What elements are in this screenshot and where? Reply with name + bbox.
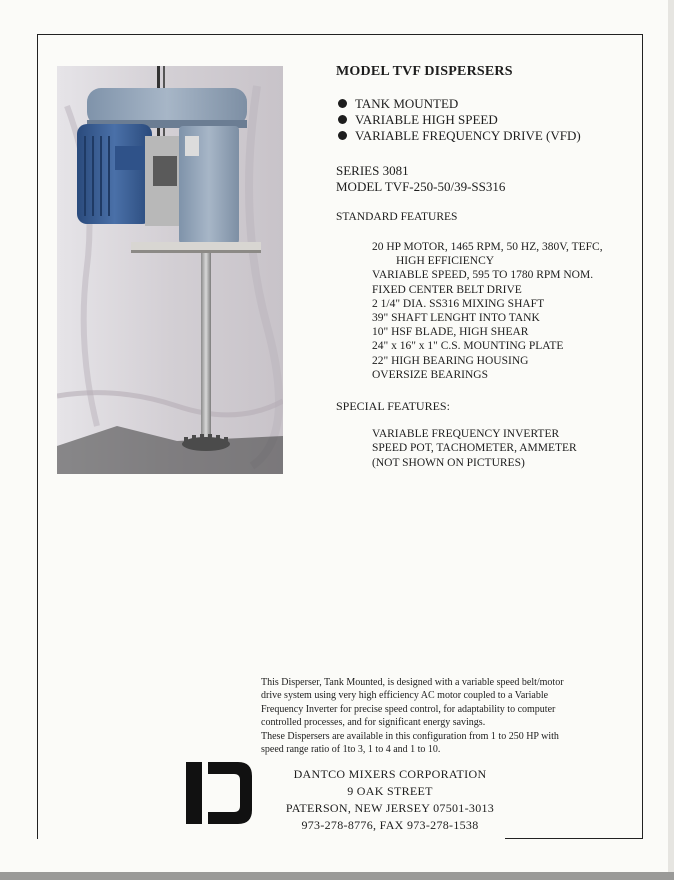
description-line: drive system using very high efficiency AC motor coupled to a Variable	[261, 690, 549, 702]
list-item: (NOT SHOWN ON PICTURES)	[372, 456, 525, 469]
page-border-bottom	[505, 838, 642, 839]
description-line: Frequency Inverter for precise speed control, for adaptability to computer	[261, 703, 556, 715]
page-title: MODEL TVF DISPERSERS	[336, 64, 513, 79]
product-photo	[57, 66, 283, 474]
bullet-dot-icon	[338, 131, 347, 140]
standard-features-heading: STANDARD FEATURES	[336, 211, 458, 223]
company-city: PATERSON, NEW JERSEY 07501-3013	[285, 801, 495, 815]
description-paragraph	[261, 676, 621, 756]
bullet-item: VARIABLE FREQUENCY DRIVE (VFD)	[338, 128, 581, 144]
list-item: 22" HIGH BEARING HOUSING	[372, 354, 529, 367]
description-line: controlled processes, and for significant energy savings.	[261, 717, 486, 729]
special-features-list	[372, 427, 577, 470]
list-item: FIXED CENTER BELT DRIVE	[372, 283, 522, 296]
company-street: 9 OAK STREET	[347, 784, 433, 798]
company-phone: 973-278-8776, FAX 973-278-1538	[301, 818, 479, 832]
bullet-item: TANK MOUNTED	[338, 96, 581, 112]
list-item: 20 HP MOTOR, 1465 RPM, 50 HZ, 380V, TEFC,	[372, 241, 603, 253]
list-item: 10" HSF BLADE, HIGH SHEAR	[372, 326, 529, 339]
scan-bottom-edge	[0, 872, 674, 880]
special-features-heading: SPECIAL FEATURES:	[336, 399, 450, 413]
list-item: 24" x 16" x 1" C.S. MOUNTING PLATE	[372, 340, 564, 353]
list-item: OVERSIZE BEARINGS	[372, 368, 488, 381]
list-item: HIGH EFFICIENCY	[396, 255, 495, 268]
description-line: These Dispersers are available in this configuration from 1 to 250 HP with	[261, 730, 559, 742]
standard-features-list	[372, 240, 603, 382]
company-address	[262, 766, 518, 834]
bullet-dot-icon	[338, 99, 347, 108]
bullet-item: VARIABLE HIGH SPEED	[338, 112, 581, 128]
series-number: SERIES 3081	[336, 163, 409, 178]
scan-edge	[668, 0, 674, 880]
model-number: MODEL TVF-250-50/39-SS316	[336, 179, 506, 194]
list-item: VARIABLE SPEED, 595 TO 1780 RPM NOM.	[372, 269, 594, 282]
list-item: SPEED POT, TACHOMETER, AMMETER	[372, 442, 577, 455]
bullet-dot-icon	[338, 115, 347, 124]
list-item: VARIABLE FREQUENCY INVERTER	[372, 428, 560, 440]
feature-bullets	[338, 96, 581, 144]
company-name: DANTCO MIXERS CORPORATION	[293, 767, 487, 781]
description-line: This Disperser, Tank Mounted, is designed with a variable speed belt/motor	[261, 677, 564, 688]
list-item: 39" SHAFT LENGHT INTO TANK	[372, 312, 540, 325]
description-line: speed range ratio of 1to 3, 1 to 4 and 1 to 10.	[261, 744, 441, 756]
series-block	[336, 163, 505, 195]
list-item: 2 1/4" DIA. SS316 MIXING SHAFT	[372, 297, 545, 310]
company-logo	[186, 762, 252, 824]
